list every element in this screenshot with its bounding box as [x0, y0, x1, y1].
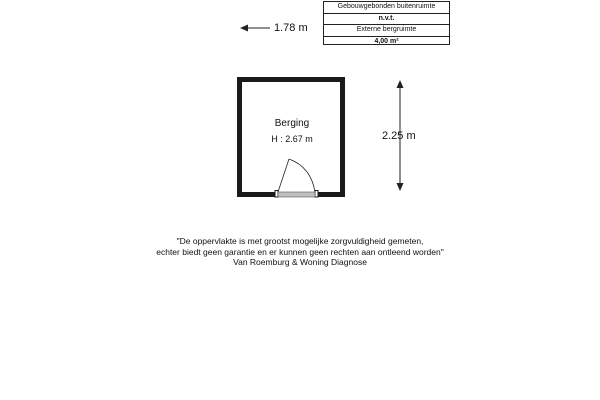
- width-dimension-label: 1.78 m: [274, 22, 308, 34]
- depth-dimension-label: 2.25 m: [382, 130, 416, 142]
- room-name: Berging: [274, 118, 310, 129]
- door-jamb-left: [275, 191, 278, 198]
- disclaimer-line-2: echter biedt geen garantie en er kunnen geen rechten aan ontleend worden": [156, 246, 444, 257]
- door-threshold: [278, 192, 315, 197]
- door-jamb-right: [315, 191, 318, 198]
- disclaimer-company: Van Roemburg & Woning Diagnose: [233, 257, 367, 267]
- legend-storage-label: Externe bergruimte: [324, 25, 449, 37]
- disclaimer-line-1: "De oppervlakte is met grootst mogelijke zorgvuldigheid gemeten,: [176, 236, 424, 246]
- depth-arrowhead-bottom-icon: [397, 183, 404, 191]
- room-height: H : 2.67 m: [271, 134, 313, 144]
- legend-storage-value: 4,00 m²: [374, 37, 399, 45]
- depth-arrowhead-top-icon: [397, 80, 404, 88]
- width-arrowhead-icon: [240, 25, 248, 32]
- legend-outdoor-space-value: n.v.t.: [324, 14, 449, 26]
- door-swing-arc: [289, 159, 315, 192]
- disclaimer: [100, 236, 500, 268]
- door-leaf: [278, 159, 289, 192]
- legend-outdoor-space-label: Gebouwgebonden buitenruimte: [324, 2, 449, 14]
